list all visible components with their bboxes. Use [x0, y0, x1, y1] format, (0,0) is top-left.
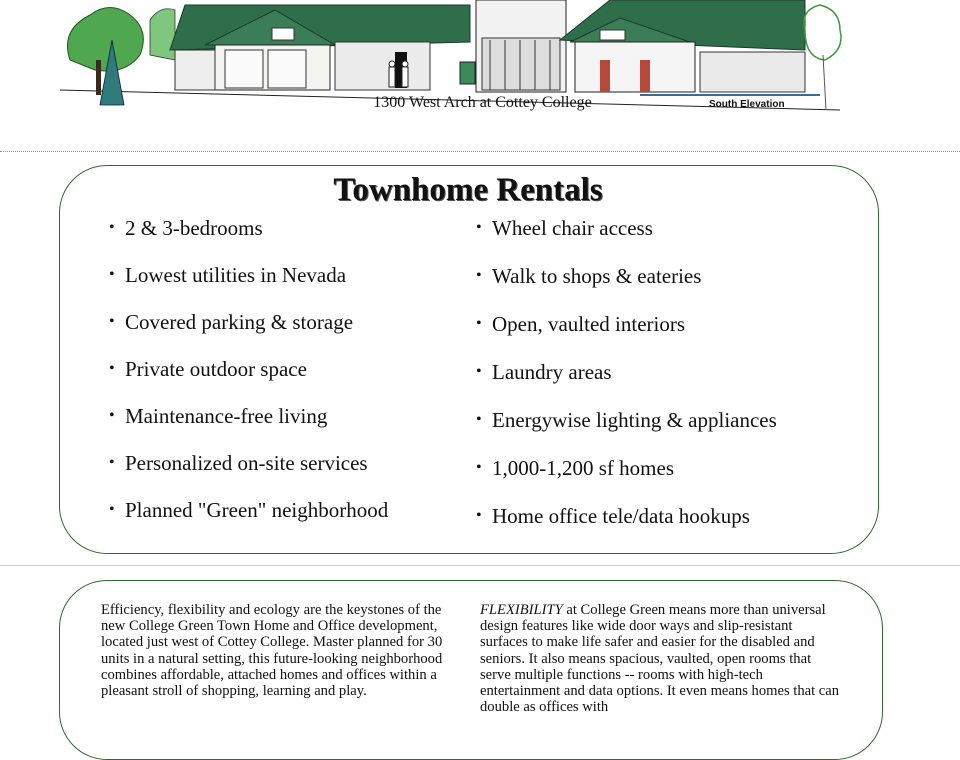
- section-divider: [0, 151, 960, 152]
- feature-item: • Lowest utilities in Nevada: [109, 263, 388, 287]
- left-building: [170, 5, 475, 90]
- elevation-label: South Elevation: [709, 99, 785, 110]
- feature-item: • Energywise lighting & appliances: [476, 408, 777, 432]
- center-tower: [476, 0, 566, 92]
- address-caption: 1300 West Arch at Cottey College: [373, 94, 592, 111]
- panel-title: Townhome Rentals: [333, 172, 603, 208]
- feature-item: • Private outdoor space: [109, 357, 388, 381]
- flexibility-lead: FLEXIBILITY: [480, 602, 563, 618]
- feature-item: • Wheel chair access: [476, 216, 777, 240]
- flexibility-paragraph: [480, 602, 842, 715]
- feature-item: • 2 & 3-bedrooms: [109, 216, 388, 240]
- feature-item: • Covered parking & storage: [109, 310, 388, 334]
- south-elevation-illustration: [0, 0, 960, 150]
- feature-item: • Walk to shops & eateries: [476, 264, 777, 288]
- left-feature-list: [109, 216, 388, 545]
- section-divider-lower: [0, 565, 960, 566]
- right-building: [560, 0, 820, 95]
- feature-item: • Home office tele/data hookups: [476, 504, 777, 528]
- feature-item: • Maintenance-free living: [109, 404, 388, 428]
- feature-item: • Personalized on-site services: [109, 451, 388, 475]
- feature-item: • Laundry areas: [476, 360, 777, 384]
- intro-paragraph: Efficiency, flexibility and ecology are the keystones of the new College Green Town Home and Office development, located just west of Cottey College. Master planned for 30 units in a natural setting, this future-looking neighborhood combines affordable, attached homes and offices within a pleasant stroll of shopping, learning and play.: [101, 602, 443, 700]
- right-feature-list: [476, 216, 777, 552]
- flexibility-body: at College Green means more than universal design features like wide door ways and slip-resistant surfaces to make life safer and easier for the disabled and seniors. It also means spacious, vaulted, open rooms that serve multiple functions -- rooms with high-tech entertainment and data options. It even means homes that can double as offices with: [480, 602, 840, 716]
- feature-item: • 1,000-1,200 sf homes: [476, 456, 777, 480]
- feature-item: • Open, vaulted interiors: [476, 312, 777, 336]
- feature-item: • Planned "Green" neighborhood: [109, 498, 388, 522]
